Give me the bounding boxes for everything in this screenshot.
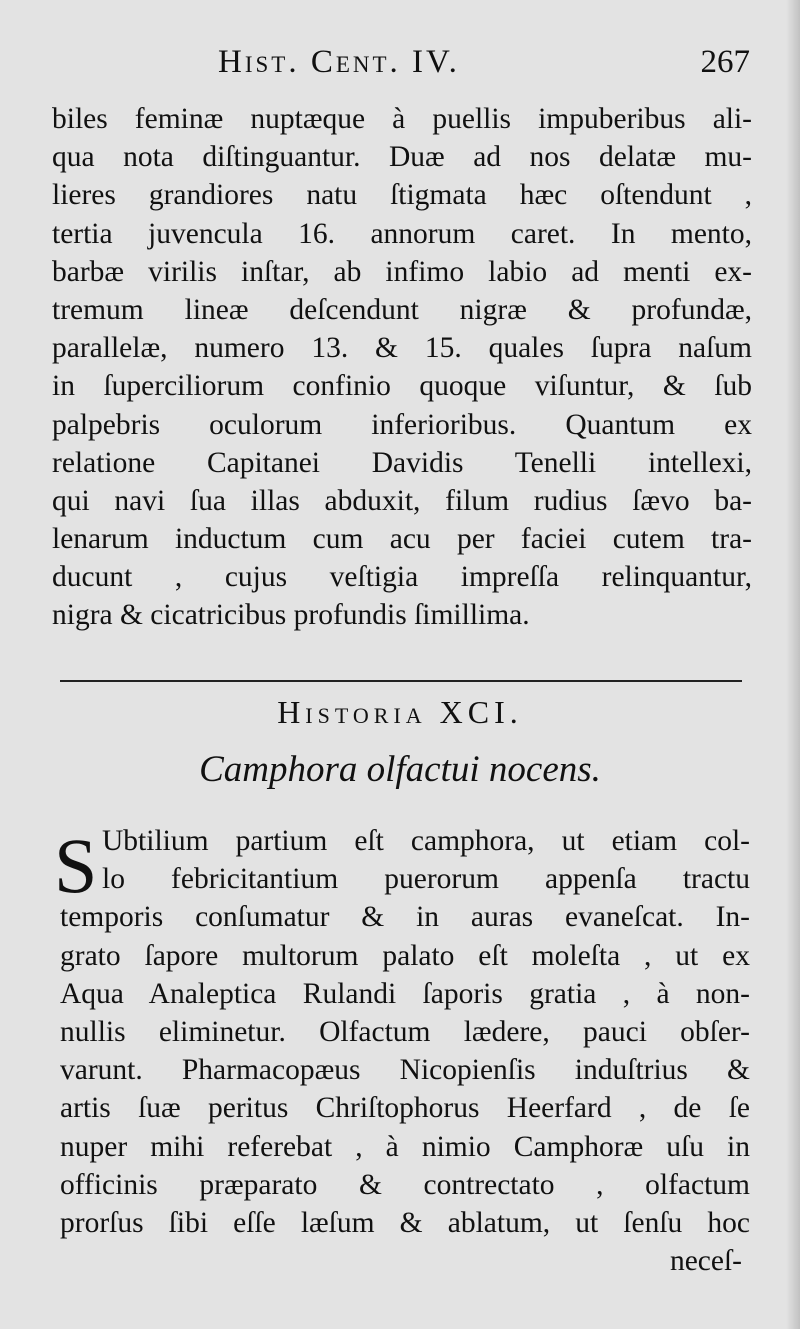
section-subtitle: Camphora olfactui nocens.: [199, 749, 601, 790]
text-line: tertia juvencula 16. annorum caret. In mento,: [52, 217, 752, 250]
text-line: nigra & cicatricibus profundis ſimillima.: [52, 599, 530, 632]
text-line: biles feminæ nuptæque à puellis impuberibus ali-: [52, 103, 752, 135]
text-line: Ubtilium partium eſt camphora, ut etiam col-: [102, 825, 750, 857]
continuation-paragraph: [52, 100, 752, 635]
text-line: officinis præparato & contrectato , olfactum: [60, 1168, 750, 1201]
section-body: [60, 822, 750, 1280]
text-line: in ſuperciliorum confinio quoque viſuntur, & ſub: [52, 370, 752, 403]
text-line: Aqua Analeptica Rulandi ſaporis gratia , à non-: [60, 977, 750, 1010]
text-line: qui navi ſua illas abduxit, filum rudius ſævo ba-: [52, 484, 752, 517]
text-line: barbæ virilis inſtar, ab infimo labio ad menti ex-: [52, 255, 752, 288]
running-head: Hist. Cent. IV.: [218, 44, 460, 80]
page-header: [60, 44, 750, 94]
text-line: artis ſuæ peritus Chriſtophorus Heerfard , de ſe: [60, 1092, 750, 1125]
text-line: tremum lineæ deſcendunt nigræ & profundæ,: [52, 293, 752, 326]
text-line: temporis conſumatur & in auras evaneſcat. In-: [60, 901, 750, 934]
text-line: grato ſapore multorum palato eſt moleſta , ut ex: [60, 939, 750, 972]
drop-cap: S: [54, 822, 98, 909]
section-title: Historia XCI.: [277, 694, 523, 730]
text-line: palpebris oculorum inferioribus. Quantum ex: [52, 408, 752, 441]
page-number: 267: [700, 44, 750, 80]
text-line: nuper mihi referebat , à nimio Camphoræ uſu in: [60, 1130, 750, 1163]
page-edge-shadow: [786, 0, 800, 1329]
text-line: lo febricitantium puerorum appenſa tractu: [102, 863, 750, 896]
text-line: ducunt , cujus veſtigia impreſſa relinquantur,: [52, 561, 752, 594]
section-divider: [60, 680, 742, 682]
text-line: nullis eliminetur. Olfactum lædere, pauci obſer-: [60, 1015, 750, 1048]
text-line: prorſus ſibi eſſe læſum & ablatum, ut ſenſu hoc: [60, 1206, 750, 1239]
catchword: neceſ-: [669, 1245, 742, 1278]
text-line: lieres grandiores natu ſtigmata hæc oſtendunt ,: [52, 179, 752, 212]
text-line: varunt. Pharmacopæus Nicopienſis induſtrius &: [60, 1054, 750, 1087]
text-line: parallelæ, numero 13. & 15. quales ſupra naſum: [52, 332, 752, 365]
text-line: qua nota diſtinguantur. Duæ ad nos delatæ mu-: [52, 141, 752, 174]
text-line: lenarum inductum cum acu per faciei cutem tra-: [52, 523, 752, 556]
text-line: relatione Capitanei Davidis Tenelli intellexi,: [52, 446, 752, 479]
